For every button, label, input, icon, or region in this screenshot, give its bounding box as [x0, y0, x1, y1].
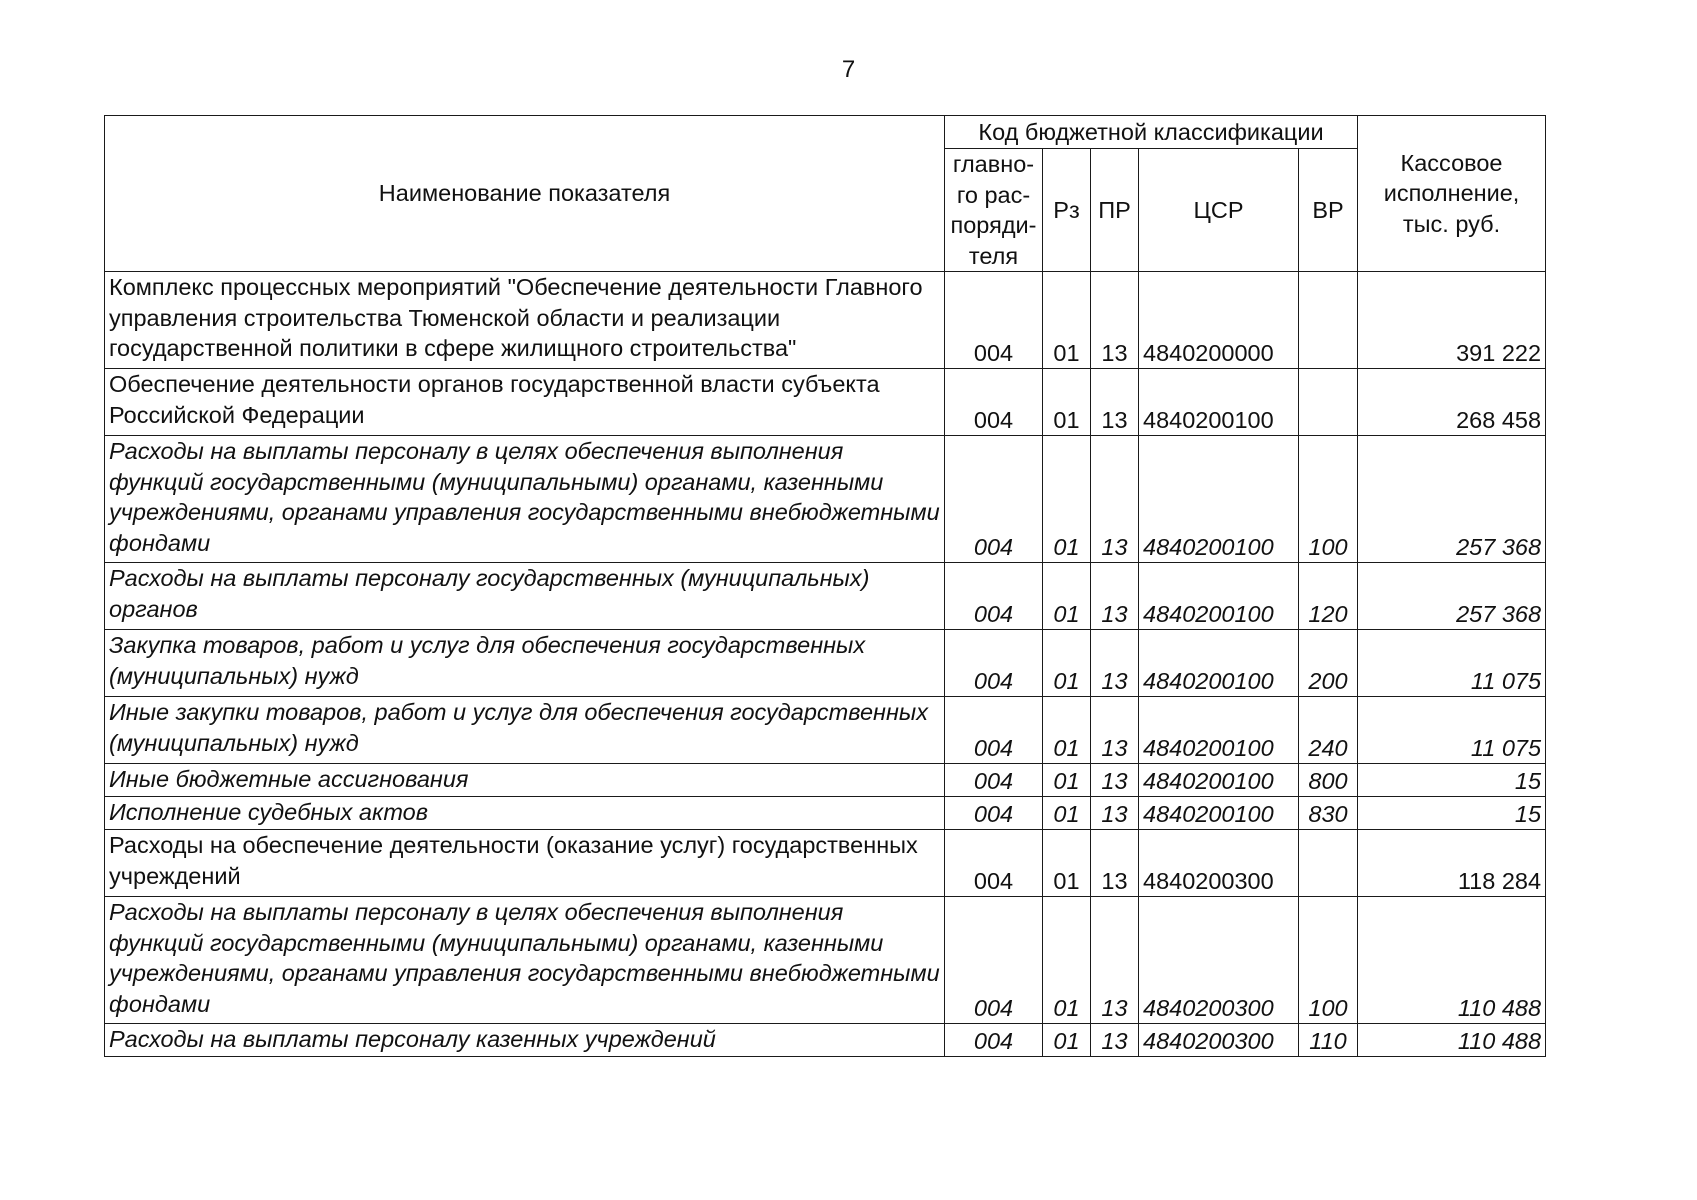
table-row: [105, 797, 1546, 830]
row-amount: 268 458: [1358, 369, 1546, 436]
header-target-article: ЦСР: [1139, 149, 1299, 272]
header-glav-line: го рас-: [956, 181, 1031, 208]
row-rz: 01: [1043, 830, 1091, 897]
header-cash-line: тыс. руб.: [1402, 210, 1501, 237]
row-amount: 391 222: [1358, 272, 1546, 369]
row-rz: 01: [1043, 369, 1091, 436]
row-code: 004: [945, 436, 1043, 563]
row-vr: 200: [1299, 630, 1358, 697]
row-amount: 11 075: [1358, 630, 1546, 697]
header-chief-administrator: [945, 149, 1043, 272]
row-rz: 01: [1043, 630, 1091, 697]
table-row: [105, 630, 1546, 697]
row-code: 004: [945, 630, 1043, 697]
row-name: Расходы на выплаты персоналу казенных учреждений: [105, 1024, 945, 1057]
row-vr: 800: [1299, 764, 1358, 797]
row-pr: 13: [1091, 563, 1139, 630]
row-amount: 118 284: [1358, 830, 1546, 897]
row-name: Комплекс процессных мероприятий "Обеспечение деятельности Главного управления строительства Тюменской области и реализации государственной политики в сфере жилищного строительства": [105, 272, 945, 369]
row-csr: 4840200100: [1139, 764, 1299, 797]
row-amount: 15: [1358, 764, 1546, 797]
row-rz: 01: [1043, 764, 1091, 797]
row-vr: [1299, 830, 1358, 897]
row-amount: 110 488: [1358, 897, 1546, 1024]
header-budget-classification-code: Код бюджетной классификации: [945, 116, 1358, 149]
table-row: [105, 369, 1546, 436]
row-name: Расходы на выплаты персоналу в целях обеспечения выполнения функций государственными (муниципальными) органами, казенными учреждениями, органами управления государственными внебюджетными фондами: [105, 897, 945, 1024]
row-code: 004: [945, 272, 1043, 369]
row-name: Иные закупки товаров, работ и услуг для обеспечения государственных (муниципальных) нужд: [105, 697, 945, 764]
row-amount: 257 368: [1358, 436, 1546, 563]
row-rz: 01: [1043, 272, 1091, 369]
row-amount: 11 075: [1358, 697, 1546, 764]
row-vr: 110: [1299, 1024, 1358, 1057]
row-csr: 4840200100: [1139, 797, 1299, 830]
table-row: [105, 830, 1546, 897]
row-pr: 13: [1091, 897, 1139, 1024]
row-amount: 257 368: [1358, 563, 1546, 630]
header-expense-type: ВР: [1299, 149, 1358, 272]
row-pr: 13: [1091, 797, 1139, 830]
row-code: 004: [945, 764, 1043, 797]
row-pr: 13: [1091, 1024, 1139, 1057]
row-vr: [1299, 369, 1358, 436]
header-cash-line: Кассовое: [1400, 149, 1503, 176]
row-csr: 4840200100: [1139, 697, 1299, 764]
table-row: [105, 563, 1546, 630]
header-indicator-name: Наименование показателя: [105, 116, 945, 272]
row-pr: 13: [1091, 764, 1139, 797]
row-csr: 4840200300: [1139, 830, 1299, 897]
row-name: Иные бюджетные ассигнования: [105, 764, 945, 797]
header-section: Рз: [1043, 149, 1091, 272]
table-row: [105, 897, 1546, 1024]
row-rz: 01: [1043, 797, 1091, 830]
page-number: 7: [841, 56, 856, 83]
row-rz: 01: [1043, 436, 1091, 563]
row-csr: 4840200000: [1139, 272, 1299, 369]
row-code: 004: [945, 563, 1043, 630]
row-csr: 4840200100: [1139, 630, 1299, 697]
row-name: Расходы на выплаты персоналу государственных (муниципальных) органов: [105, 563, 945, 630]
row-name: Обеспечение деятельности органов государственной власти субъекта Российской Федерации: [105, 369, 945, 436]
header-cash-execution: [1358, 116, 1546, 272]
row-code: 004: [945, 830, 1043, 897]
row-rz: 01: [1043, 697, 1091, 764]
row-code: 004: [945, 897, 1043, 1024]
row-code: 004: [945, 697, 1043, 764]
row-pr: 13: [1091, 369, 1139, 436]
row-rz: 01: [1043, 563, 1091, 630]
table-row: [105, 764, 1546, 797]
row-vr: 240: [1299, 697, 1358, 764]
header-subsection: ПР: [1091, 149, 1139, 272]
row-pr: 13: [1091, 436, 1139, 563]
row-pr: 13: [1091, 272, 1139, 369]
row-name: Расходы на обеспечение деятельности (оказание услуг) государственных учреждений: [105, 830, 945, 897]
row-code: 004: [945, 369, 1043, 436]
row-pr: 13: [1091, 830, 1139, 897]
row-vr: 100: [1299, 436, 1358, 563]
row-pr: 13: [1091, 697, 1139, 764]
header-glav-line: главно-: [952, 151, 1035, 177]
budget-execution-table: [104, 115, 1546, 1057]
table-row: [105, 436, 1546, 563]
row-csr: 4840200300: [1139, 1024, 1299, 1057]
row-rz: 01: [1043, 1024, 1091, 1057]
row-rz: 01: [1043, 897, 1091, 1024]
row-csr: 4840200100: [1139, 563, 1299, 630]
row-csr: 4840200300: [1139, 897, 1299, 1024]
row-csr: 4840200100: [1139, 436, 1299, 563]
row-code: 004: [945, 1024, 1043, 1057]
table-row: [105, 697, 1546, 764]
row-vr: 120: [1299, 563, 1358, 630]
table-row: [105, 1024, 1546, 1057]
row-name: Исполнение судебных актов: [105, 797, 945, 830]
row-vr: [1299, 272, 1358, 369]
row-csr: 4840200100: [1139, 369, 1299, 436]
table-row: [105, 272, 1546, 369]
row-code: 004: [945, 797, 1043, 830]
row-name: Расходы на выплаты персоналу в целях обеспечения выполнения функций государственными (муниципальными) органами, казенными учреждениями, органами управления государственными внебюджетными фондами: [105, 436, 945, 563]
row-amount: 15: [1358, 797, 1546, 830]
row-vr: 100: [1299, 897, 1358, 1024]
header-glav-line: поряди-: [950, 212, 1037, 238]
row-vr: 830: [1299, 797, 1358, 830]
header-cash-line: исполнение,: [1383, 180, 1520, 207]
header-glav-line: теля: [968, 242, 1019, 269]
row-amount: 110 488: [1358, 1024, 1546, 1057]
row-pr: 13: [1091, 630, 1139, 697]
row-name: Закупка товаров, работ и услуг для обеспечения государственных (муниципальных) нужд: [105, 630, 945, 697]
